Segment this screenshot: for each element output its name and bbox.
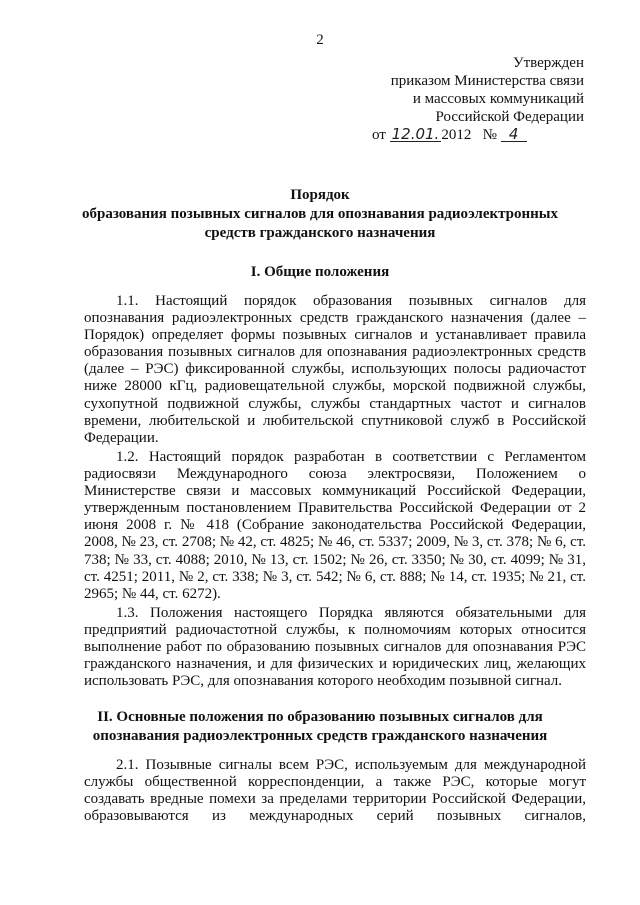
title-line-3: средств гражданского назначения xyxy=(204,225,436,241)
section-2-heading-line-1: II. Основные положения по образованию позывных сигналов для xyxy=(97,709,543,725)
order-number-label: № xyxy=(482,127,497,143)
handwritten-date: 12.01. xyxy=(391,125,440,143)
date-year: 2012 xyxy=(441,127,472,143)
approval-stamp xyxy=(334,54,584,144)
handwritten-order-number: 4 xyxy=(501,128,527,142)
paragraph-1-2: 1.2. Настоящий порядок разработан в соответствии с Регламентом радиосвязи Международного союза электросвязи, Положением о Министерстве связи и массовых коммуникаций Российской Федерации, утвержденным постановлением Правительства Российской Федерации от 2 июня 2008 г. № 418 (Собрание законодательства Российской Федерации, 2008, № 23, ст. 2708; № 42, ст. 4825; № 46, ст. 5337; 2009, № 3, ст. 378; № 6, ст. 738; № 33, ст. 4088; 2010, № 13, ст. 1502; № 26, ст. 3350; № 30, ст. 4099; № 31, ст. 4251; 2011, № 2, ст. 338; № 3, ст. 542; № 6, ст. 888; № 14, ст. 1935; № 21, ст. 2965; № 44, ст. 6272). xyxy=(84,449,586,602)
section-2-heading xyxy=(60,708,580,746)
paragraph-2-1: 2.1. Позывные сигналы всем РЭС, используемым для международной службы общественной корреспонденции, а также РЭС, которые могут создавать вредные помехи за пределами территории Российской Федерации, образовываются из международных серий позывных сигналов, xyxy=(84,757,586,825)
title-line-2: образования позывных сигналов для опознавания радиоэлектронных xyxy=(81,206,559,222)
date-prefix: от xyxy=(372,127,386,143)
section-1-heading: I. Общие положения xyxy=(250,264,390,280)
approval-line-approved: Утвержден xyxy=(512,55,584,71)
approval-line-order: приказом Министерства связи xyxy=(390,73,584,89)
approval-line-federation: Российской Федерации xyxy=(435,109,584,125)
paragraph-1-1: 1.1. Настоящий порядок образования позывных сигналов для опознавания радиоэлектронных средств гражданского назначения (далее – Порядок) определяет формы позывных сигналов и устанавливает правила образования позывных сигналов для опознавания радиоэлектронных средств (далее – РЭС) фиксированной службы, использующих полосы радиочастот ниже 28000 кГц, радиовещательной службы, морской подвижной службы, сухопутной подвижной службы, службы стандартных частот и сигналов времени, любительской и любительской спутниковой служб в Российской Федерации. xyxy=(84,293,586,446)
title-line-1: Порядок xyxy=(290,187,350,203)
approval-date-line xyxy=(334,126,584,144)
paragraph-1-3: 1.3. Положения настоящего Порядка являются обязательными для предприятий радиочастотной службы, к полномочиям которых относится выполнение работ по образованию позывных сигналов для опознавания РЭС гражданского назначения, и для физических и юридических лиц, желающих использовать РЭС, для опознавания которого необходим позывной сигнал. xyxy=(84,605,586,690)
section-2-heading-line-2: опознавания радиоэлектронных средств гражданского назначения xyxy=(92,728,548,744)
document-title xyxy=(60,186,580,243)
approval-line-communications: и массовых коммуникаций xyxy=(412,91,584,107)
page-number: 2 xyxy=(316,32,324,48)
